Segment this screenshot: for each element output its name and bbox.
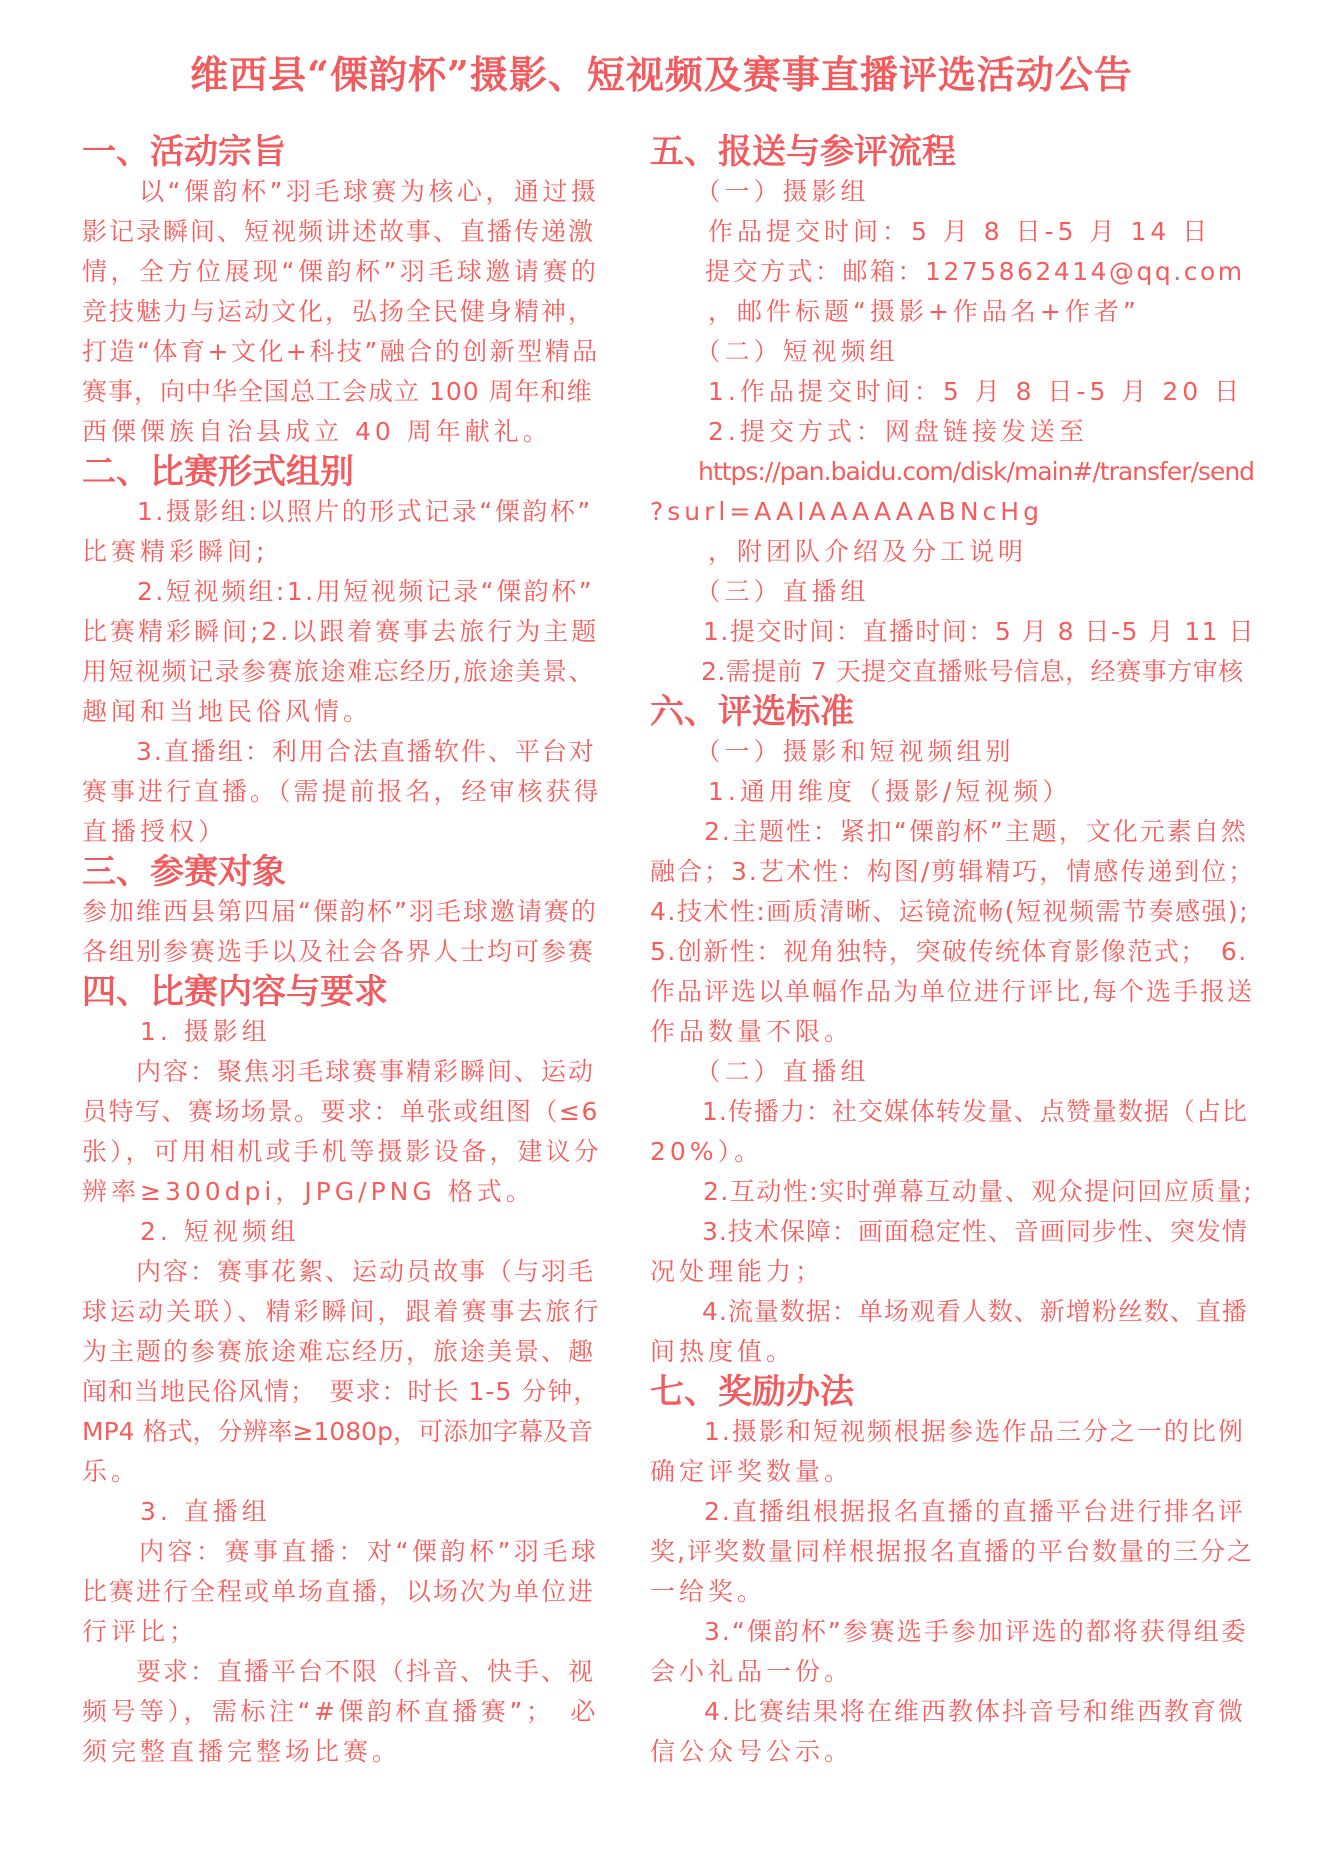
text-line: （三）直播组 xyxy=(650,577,870,606)
text-line: 一给奖。 xyxy=(650,1577,767,1606)
text-line: 内容：赛事直播：对“傈韵杯”羽毛球 xyxy=(82,1537,600,1566)
text-line: 球运动关联）、精彩瞬间，跟着赛事去旅行 xyxy=(82,1297,602,1326)
text-line: 内容：赛事花絮、运动员故事（与羽毛 xyxy=(82,1257,596,1286)
text-line: 行评比； xyxy=(82,1617,199,1646)
text-line: 间热度值。 xyxy=(650,1337,796,1366)
section-heading: 四、比赛内容与要求 xyxy=(82,972,388,1012)
section xyxy=(650,692,1255,1372)
text-line: 作品提交时间：5 月 8 日-5 月 14 日 xyxy=(650,217,1212,246)
text-line: 1.通用维度（摄影/短视频） xyxy=(650,777,1072,806)
text-line: 西傈傈族自治县成立 40 周年献礼。 xyxy=(82,417,552,446)
text-line: 以“傈韵杯”羽毛球赛为核心，通过摄 xyxy=(82,177,600,206)
section xyxy=(650,132,1255,692)
text-line: 提交方式：邮箱：1275862414@qq.com xyxy=(650,257,1245,286)
text-line: 乐。 xyxy=(82,1457,141,1486)
right-column xyxy=(650,132,1255,1772)
text-line: （一）摄影和短视频组别 xyxy=(650,737,1015,766)
text-line: 赛事，向中华全国总工会成立 100 周年和维 xyxy=(82,377,593,406)
text-line: 1. 摄影组 xyxy=(82,1017,271,1046)
section-heading: 五、报送与参评流程 xyxy=(650,132,956,172)
text-line: 作品数量不限。 xyxy=(650,1017,854,1046)
text-line: 1.提交时间：直播时间：5 月 8 日-5 月 11 日 xyxy=(650,617,1256,646)
text-line: 会小礼品一份。 xyxy=(650,1657,854,1686)
section xyxy=(82,132,602,452)
section xyxy=(82,452,602,852)
section xyxy=(650,1372,1255,1772)
text-line: ?surl=AAIAAAAAABNcHg xyxy=(650,497,1043,526)
text-line: 2.互动性:实时弹幕互动量、观众提问回应质量; xyxy=(650,1177,1254,1206)
text-line: 4.流量数据：单场观看人数、新增粉丝数、直播 xyxy=(650,1297,1248,1326)
text-line: 张），可用相机或手机等摄影设备，建议分 xyxy=(82,1137,602,1166)
text-line: 确定评奖数量。 xyxy=(650,1457,854,1486)
text-line: 各组别参赛选手以及社会各界人士均可参赛 xyxy=(82,937,596,966)
text-line: ，附团队介绍及分工说明 xyxy=(650,537,1028,566)
text-line: 比赛进行全程或单场直播，以场次为单位进 xyxy=(82,1577,596,1606)
text-line: 直播授权） xyxy=(82,817,228,846)
text-line: 打造“体育+文化+科技”融合的创新型精品 xyxy=(82,337,600,366)
text-line: 3. 直播组 xyxy=(82,1497,271,1526)
text-line: （二）直播组 xyxy=(650,1057,870,1086)
text-line: 员特写、赛场场景。要求：单张或组图（≤6 xyxy=(82,1097,599,1126)
text-line: 要求：直播平台不限（抖音、快手、视 xyxy=(82,1657,596,1686)
text-line: 比赛精彩瞬间; xyxy=(82,537,269,566)
text-line: 2.直播组根据报名直播的直播平台进行排名评 xyxy=(650,1497,1245,1526)
text-line: 赛事进行直播。（需提前报名，经审核获得 xyxy=(82,777,602,806)
text-line: 参加维西县第四届“傈韵杯”羽毛球邀请赛的 xyxy=(82,897,598,926)
text-line: （二）短视频组 xyxy=(650,337,899,366)
text-line: 2. 短视频组 xyxy=(82,1217,300,1246)
text-line: 用短视频记录参赛旅途难忘经历,旅途美景、 xyxy=(82,657,595,686)
text-line: 作品评选以单幅作品为单位进行评比,每个选手报送 xyxy=(650,977,1254,1006)
text-line: 3.“傈韵杯”参赛选手参加评选的都将获得组委 xyxy=(650,1617,1248,1646)
text-line: 竞技魅力与运动文化，弘扬全民健身精神， xyxy=(82,297,596,326)
text-line: 3.直播组：利用合法直播软件、平台对 xyxy=(82,737,596,766)
text-line: 况处理能力； xyxy=(650,1257,825,1286)
text-line: 趣闻和当地民俗风情。 xyxy=(82,697,373,726)
text-line: 融合；3.艺术性：构图/剪辑精巧，情感传递到位； xyxy=(650,857,1256,886)
text-line: 3.技术保障：画面稳定性、音画同步性、突发情 xyxy=(650,1217,1248,1246)
text-line: 辨率≥300dpi，JPG/PNG 格式。 xyxy=(82,1177,535,1206)
text-line: ，邮件标题“摄影+作品名+作者” xyxy=(650,297,1140,326)
left-column xyxy=(82,132,602,1772)
text-line: （一）摄影组 xyxy=(650,177,870,206)
text-line: 频号等），需标注“#傈韵杯直播赛”； 必 xyxy=(82,1697,599,1726)
text-line: 20%）。 xyxy=(650,1137,764,1166)
text-line: 2.需提前 7 天提交直播账号信息，经赛事方审核 xyxy=(650,657,1244,686)
text-line: 奖,评奖数量同样根据报名直播的平台数量的三分之 xyxy=(650,1537,1254,1566)
text-line: MP4 格式，分辨率≥1080p，可添加字幕及音 xyxy=(82,1417,593,1446)
text-line: 闻和当地民俗风情； 要求：时长 1-5 分钟， xyxy=(82,1377,600,1406)
text-line: 4.比赛结果将在维西教体抖音号和维西教育微 xyxy=(650,1697,1245,1726)
text-line: 1.作品提交时间：5 月 8 日-5 月 20 日 xyxy=(650,377,1244,406)
text-line: 情，全方位展现“傈韵杯”羽毛球邀请赛的 xyxy=(82,257,600,286)
text-line: https://pan.baidu.com/disk/main#/transfer/send xyxy=(650,457,1255,486)
text-line: 1.传播力：社交媒体转发量、点赞量数据（占比 xyxy=(650,1097,1248,1126)
section xyxy=(82,852,602,972)
text-line: 1.摄影和短视频根据参选作品三分之一的比例 xyxy=(650,1417,1245,1446)
text-line: 为主题的参赛旅途难忘经历，旅途美景、趣 xyxy=(82,1337,596,1366)
section-heading: 一、活动宗旨 xyxy=(82,132,286,172)
text-line: 1.摄影组:以照片的形式记录“傈韵杯” xyxy=(82,497,593,526)
section-heading: 三、参赛对象 xyxy=(82,852,286,892)
section-heading: 六、评选标准 xyxy=(650,692,854,732)
text-line: 2.提交方式：网盘链接发送至 xyxy=(650,417,1088,446)
text-line: 2.短视频组:1.用短视频记录“傈韵杯” xyxy=(82,577,595,606)
text-line: 2.主题性：紧扣“傈韵杯”主题，文化元素自然 xyxy=(650,817,1248,846)
section-heading: 二、比赛形式组别 xyxy=(82,452,354,492)
text-line: 影记录瞬间、短视频讲述故事、直播传递激 xyxy=(82,217,596,246)
text-line: 比赛精彩瞬间;2.以跟着赛事去旅行为主题 xyxy=(82,617,600,646)
text-line: 4.技术性:画质清晰、运镜流畅(短视频需节奏感强); xyxy=(650,897,1250,926)
page-title: 维西县“傈韵杯”摄影、短视频及赛事直播评选活动公告 xyxy=(190,52,1133,97)
text-line: 须完整直播完整场比赛。 xyxy=(82,1737,402,1766)
text-line: 内容：聚焦羽毛球赛事精彩瞬间、运动 xyxy=(82,1057,596,1086)
section-heading: 七、奖励办法 xyxy=(650,1372,854,1412)
section xyxy=(82,972,602,1772)
text-line: 信公众号公示。 xyxy=(650,1737,854,1766)
text-line: 5.创新性：视角独特，突破传统体育影像范式； 6. xyxy=(650,937,1248,966)
